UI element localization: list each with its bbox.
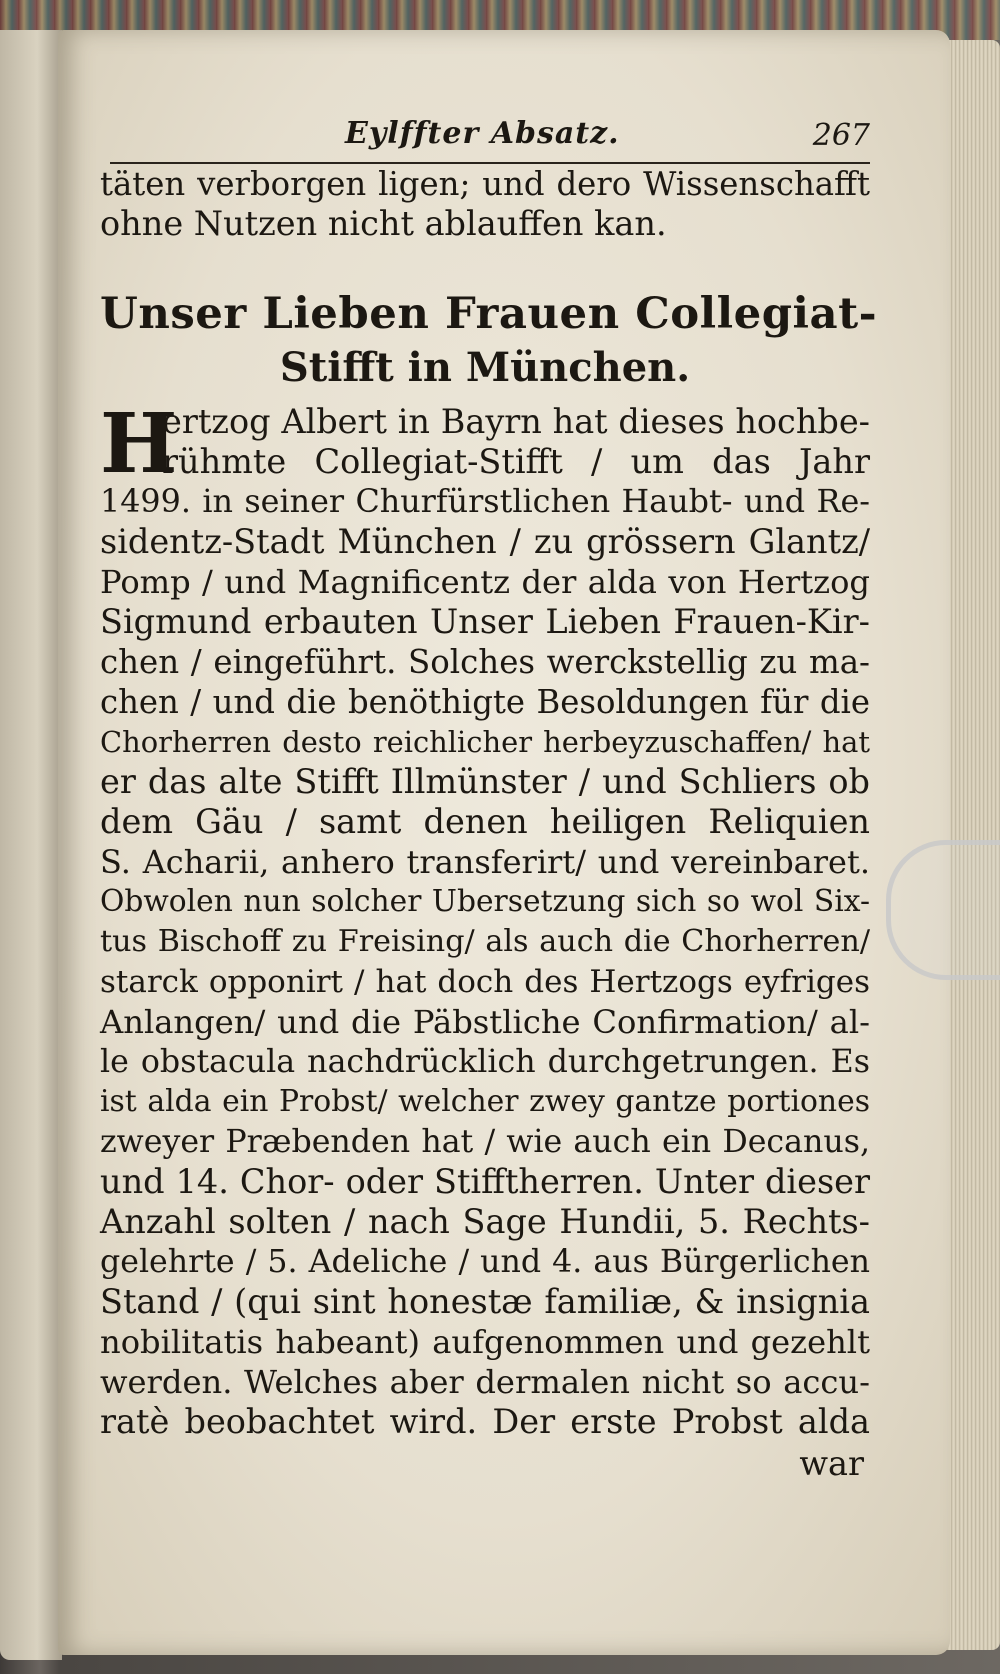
text-line: werden. Welches aber dermalen nicht so accu- [100,1363,870,1401]
text-line: le obstacula nachdrücklich durchgetrungen. Es [100,1044,870,1080]
text-line: chen / eingeführt. Solches werckstellig zu ma- [100,643,870,681]
running-head [110,110,870,164]
running-title: Eylffter Absatz. [345,116,620,151]
text-line: nobilitatis habeant) aufgenommen und gezehlt [100,1323,870,1361]
intro-block [100,164,870,244]
page-text [100,110,878,1484]
intro-line: ohne Nutzen nicht ablauffen kan. [100,204,667,243]
text-line: Anlangen/ und die Päbstliche Confirmation/ al- [100,1003,870,1041]
text-line: sidentz-Stadt München / zu grössern Glantz/ [100,522,870,561]
text-line: tus Bischoff zu Freising/ als auch die Chorherren/ [100,924,870,959]
text-line: ertzog Albert in Bayrn hat dieses hochbe- [162,402,870,441]
text-line: 1499. in seiner Churfürstlichen Haubt- und Re- [100,484,870,520]
intro-line: täten verborgen ligen; und dero Wissenschafft [100,165,870,203]
text-line: Sigmund erbauten Unser Lieben Frauen-Kir- [100,602,870,641]
section-heading-line2: Stifft in München. [279,344,691,391]
section-heading-line1: Unser Lieben Frauen Collegiat- [100,288,878,339]
text-line: dem Gäu / samt denen heiligen Reliquien [100,802,870,841]
text-line: er das alte Stifft Illmünster / und Schliers ob [100,762,870,801]
text-line: chen / und die benöthigte Besoldungen für die [100,683,870,721]
text-line: ist alda ein Probst/ welcher zwey gantze portiones [100,1084,870,1119]
text-line: Obwolen nun solcher Ubersetzung sich so wol Six- [100,884,870,919]
text-line: Chorherren desto reichlicher herbeyzuschaffen/ hat [100,725,870,759]
text-line: Stand / (qui sint honestæ familiæ, & insignia [100,1282,870,1321]
text-line: Pomp / und Magnificentz der alda von Hertzog [100,563,870,601]
text-line: S. Acharii, anhero transferirt/ und vereinbaret. [100,843,870,881]
drop-cap: H [100,396,178,492]
text-line: starck opponirt / hat doch des Hertzogs eyfriges [100,964,870,1000]
text-line: Anzahl solten / nach Sage Hundii, 5. Rechts- [100,1202,870,1241]
text-line: und 14. Chor- oder Stifftherren. Unter dieser [100,1162,870,1201]
page-number: 267 [812,118,870,153]
page-clip [886,840,1000,980]
text-line: rühmte Collegiat-Stifft / um das Jahr [162,442,870,481]
text-line: gelehrte / 5. Adeliche / und 4. aus Bürgerlichen [100,1244,870,1280]
main-paragraph [100,396,870,1442]
left-page-edge [0,30,62,1660]
text-line: ratè beobachtet wird. Der erste Probst alda [100,1402,870,1441]
catchword: war [799,1444,864,1483]
text-line: zweyer Præbenden hat / wie auch ein Decanus, [100,1124,870,1160]
